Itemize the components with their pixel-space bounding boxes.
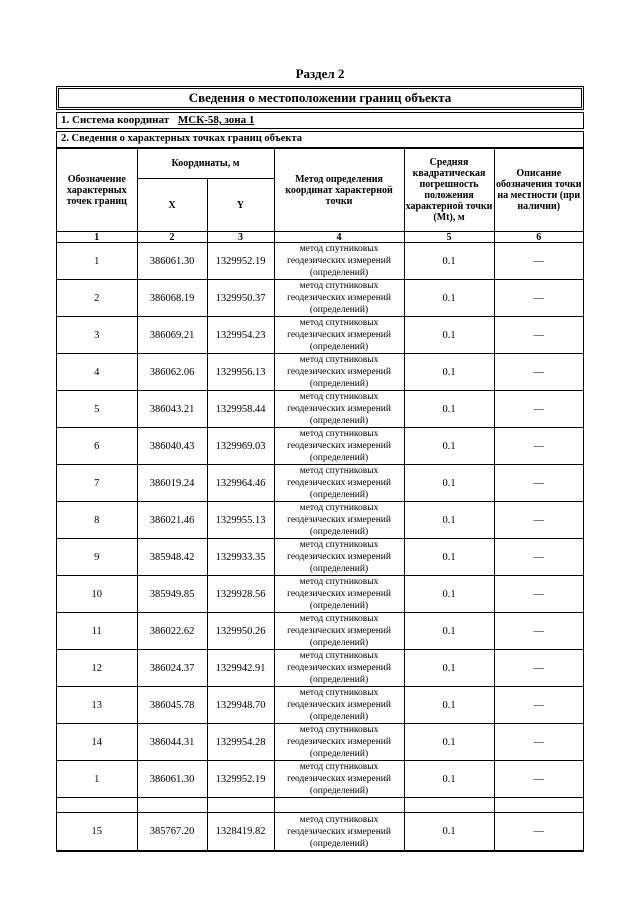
column-number: 4 [274, 232, 404, 243]
empty-cell [494, 798, 583, 813]
x-coordinate-cell: 385767.20 [137, 813, 207, 851]
method-cell: метод спутниковых геодезических измерений (определений) [274, 428, 404, 465]
method-cell: метод спутниковых геодезических измерений (определений) [274, 465, 404, 502]
table-row [57, 813, 583, 851]
description-cell: — [494, 243, 583, 280]
y-coordinate-cell: 1329933.35 [207, 539, 274, 576]
point-cell: 7 [57, 465, 137, 502]
point-cell: 11 [57, 613, 137, 650]
description-cell: — [494, 280, 583, 317]
description-cell: — [494, 613, 583, 650]
empty-cell [207, 798, 274, 813]
description-cell: — [494, 761, 583, 798]
empty-cell [57, 798, 137, 813]
point-cell: 12 [57, 650, 137, 687]
x-coordinate-cell: 386045.78 [137, 687, 207, 724]
point-cell: 4 [57, 354, 137, 391]
table-row [57, 502, 583, 539]
x-coordinate-cell: 386043.21 [137, 391, 207, 428]
column-number: 2 [137, 232, 207, 243]
description-cell: — [494, 317, 583, 354]
error-cell: 0.1 [404, 280, 494, 317]
method-cell: метод спутниковых геодезических измерений (определений) [274, 687, 404, 724]
empty-cell [404, 798, 494, 813]
description-cell: — [494, 539, 583, 576]
error-cell: 0.1 [404, 243, 494, 280]
col-error-header: Средняя квадратическая погрешность положения характерной точки (Mt), м [404, 149, 494, 232]
point-cell: 15 [57, 813, 137, 851]
x-coordinate-cell: 386022.62 [137, 613, 207, 650]
col-description-header: Описание обозначения точки на местности (при наличии) [494, 149, 583, 232]
point-cell: 1 [57, 243, 137, 280]
table-row [57, 724, 583, 761]
y-coordinate-cell: 1329954.23 [207, 317, 274, 354]
x-coordinate-cell: 386040.43 [137, 428, 207, 465]
error-cell: 0.1 [404, 391, 494, 428]
y-coordinate-cell: 1329942.91 [207, 650, 274, 687]
method-cell: метод спутниковых геодезических измерений (определений) [274, 280, 404, 317]
coordinate-system-line [56, 112, 584, 129]
y-coordinate-cell: 1329954.28 [207, 724, 274, 761]
y-coordinate-cell: 1329955.13 [207, 502, 274, 539]
x-coordinate-cell: 386069.21 [137, 317, 207, 354]
point-cell: 6 [57, 428, 137, 465]
table-row [57, 317, 583, 354]
error-cell: 0.1 [404, 813, 494, 851]
description-cell: — [494, 391, 583, 428]
column-number: 3 [207, 232, 274, 243]
column-number: 6 [494, 232, 583, 243]
col-coords-header: Координаты, м [137, 149, 274, 179]
error-cell: 0.1 [404, 317, 494, 354]
table-row [57, 280, 583, 317]
y-coordinate-cell: 1329950.37 [207, 280, 274, 317]
table-row [57, 391, 583, 428]
empty-cell [137, 798, 207, 813]
point-cell: 13 [57, 687, 137, 724]
method-cell: метод спутниковых геодезических измерений (определений) [274, 650, 404, 687]
x-coordinate-cell: 386062.06 [137, 354, 207, 391]
col-y-header: Y [207, 179, 274, 232]
coordinate-system-label: 1. Система координат [61, 114, 170, 126]
x-coordinate-cell: 386019.24 [137, 465, 207, 502]
col-method-header: Метод определения координат характерной точки [274, 149, 404, 232]
table-row [57, 576, 583, 613]
x-coordinate-cell: 386024.37 [137, 650, 207, 687]
method-cell: метод спутниковых геодезических измерений (определений) [274, 354, 404, 391]
point-cell: 3 [57, 317, 137, 354]
point-cell: 9 [57, 539, 137, 576]
point-cell: 8 [57, 502, 137, 539]
error-cell: 0.1 [404, 576, 494, 613]
table-row [57, 465, 583, 502]
point-cell: 2 [57, 280, 137, 317]
description-cell: — [494, 724, 583, 761]
error-cell: 0.1 [404, 502, 494, 539]
error-cell: 0.1 [404, 724, 494, 761]
coordinate-system-value: МСК-58, зона 1 [177, 114, 255, 126]
method-cell: метод спутниковых геодезических измерений (определений) [274, 724, 404, 761]
points-table-body [57, 243, 583, 851]
y-coordinate-cell: 1329952.19 [207, 243, 274, 280]
y-coordinate-cell: 1329950.26 [207, 613, 274, 650]
y-coordinate-cell: 1329964.46 [207, 465, 274, 502]
y-coordinate-cell: 1329948.70 [207, 687, 274, 724]
y-coordinate-cell: 1329952.19 [207, 761, 274, 798]
y-coordinate-cell: 1328419.82 [207, 813, 274, 851]
x-coordinate-cell: 385948.42 [137, 539, 207, 576]
table-row [57, 687, 583, 724]
error-cell: 0.1 [404, 650, 494, 687]
method-cell: метод спутниковых геодезических измерений (определений) [274, 317, 404, 354]
error-cell: 0.1 [404, 465, 494, 502]
table-row [57, 428, 583, 465]
y-coordinate-cell: 1329956.13 [207, 354, 274, 391]
col-x-header: X [137, 179, 207, 232]
table-row [57, 539, 583, 576]
points-caption: 2. Сведения о характерных точках границ объекта [57, 132, 583, 148]
description-cell: — [494, 428, 583, 465]
table-gap-row [57, 798, 583, 813]
section-title: Раздел 2 [295, 66, 345, 81]
description-cell: — [494, 354, 583, 391]
point-cell: 1 [57, 761, 137, 798]
description-cell: — [494, 650, 583, 687]
table-row [57, 613, 583, 650]
error-cell: 0.1 [404, 687, 494, 724]
x-coordinate-cell: 386068.19 [137, 280, 207, 317]
method-cell: метод спутниковых геодезических измерений (определений) [274, 576, 404, 613]
method-cell: метод спутниковых геодезических измерений (определений) [274, 391, 404, 428]
method-cell: метод спутниковых геодезических измерений (определений) [274, 613, 404, 650]
method-cell: метод спутниковых геодезических измерений (определений) [274, 813, 404, 851]
description-cell: — [494, 813, 583, 851]
y-coordinate-cell: 1329958.44 [207, 391, 274, 428]
y-coordinate-cell: 1329969.03 [207, 428, 274, 465]
table-row [57, 354, 583, 391]
error-cell: 0.1 [404, 539, 494, 576]
method-cell: метод спутниковых геодезических измерений (определений) [274, 502, 404, 539]
point-cell: 5 [57, 391, 137, 428]
error-cell: 0.1 [404, 613, 494, 650]
table-row [57, 243, 583, 280]
error-cell: 0.1 [404, 761, 494, 798]
table-row [57, 761, 583, 798]
description-cell: — [494, 465, 583, 502]
column-number-row [57, 232, 583, 243]
description-cell: — [494, 502, 583, 539]
method-cell: метод спутниковых геодезических измерений (определений) [274, 243, 404, 280]
y-coordinate-cell: 1329928.56 [207, 576, 274, 613]
point-cell: 10 [57, 576, 137, 613]
error-cell: 0.1 [404, 428, 494, 465]
x-coordinate-cell: 386044.31 [137, 724, 207, 761]
table-row [57, 650, 583, 687]
point-cell: 14 [57, 724, 137, 761]
points-table [57, 148, 583, 851]
error-cell: 0.1 [404, 354, 494, 391]
x-coordinate-cell: 386061.30 [137, 761, 207, 798]
column-number: 1 [57, 232, 137, 243]
x-coordinate-cell: 386061.30 [137, 243, 207, 280]
x-coordinate-cell: 385949.85 [137, 576, 207, 613]
method-cell: метод спутниковых геодезических измерений (определений) [274, 761, 404, 798]
col-point-header: Обозначение характерных точек границ [57, 149, 137, 232]
method-cell: метод спутниковых геодезических измерений (определений) [274, 539, 404, 576]
points-section [56, 131, 584, 852]
x-coordinate-cell: 386021.46 [137, 502, 207, 539]
description-cell: — [494, 576, 583, 613]
document-heading: Сведения о местоположении границ объекта [56, 86, 584, 110]
empty-cell [274, 798, 404, 813]
description-cell: — [494, 687, 583, 724]
column-number: 5 [404, 232, 494, 243]
